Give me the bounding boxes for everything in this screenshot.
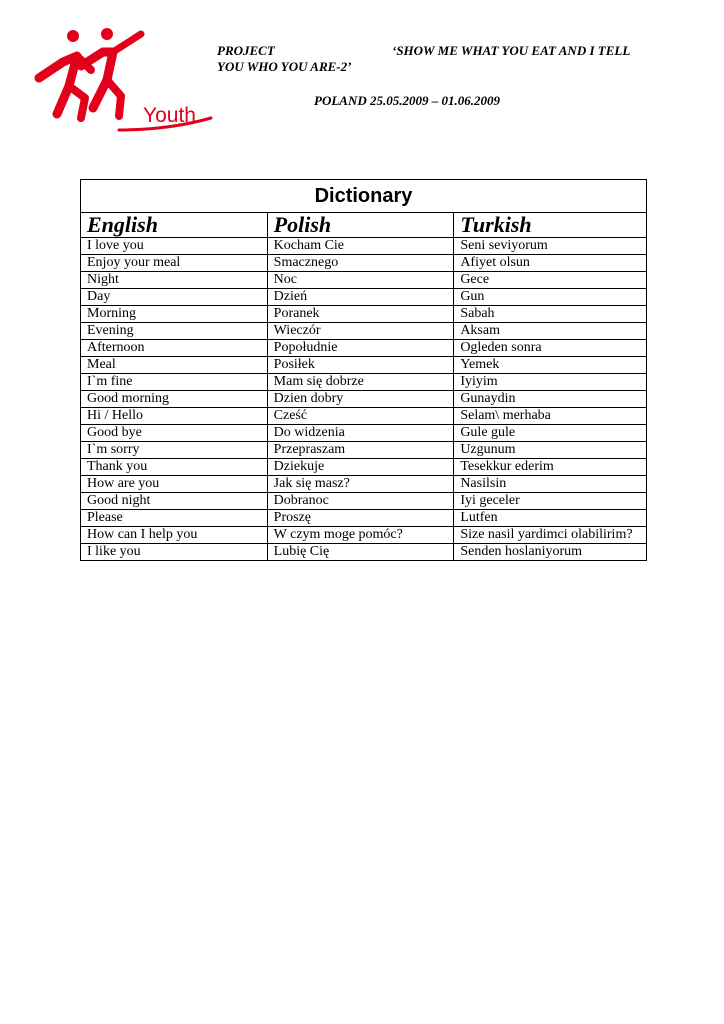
- table-row: [81, 459, 647, 476]
- polish-cell: Dziekuje: [267, 459, 454, 476]
- polish-cell: Popołudnie: [267, 340, 454, 357]
- english-cell: I like you: [81, 544, 268, 561]
- english-cell: Good bye: [81, 425, 268, 442]
- english-cell: Thank you: [81, 459, 268, 476]
- english-cell: Day: [81, 289, 268, 306]
- turkish-cell: Gule gule: [454, 425, 647, 442]
- polish-cell: Przepraszam: [267, 442, 454, 459]
- english-cell: How are you: [81, 476, 268, 493]
- table-row: [81, 442, 647, 459]
- project-label: PROJECT: [217, 43, 275, 58]
- table-row: [81, 476, 647, 493]
- table-row: [81, 238, 647, 255]
- turkish-cell: Sabah: [454, 306, 647, 323]
- table-row: [81, 527, 647, 544]
- table-row: [81, 323, 647, 340]
- english-cell: Good morning: [81, 391, 268, 408]
- table-title-row: [81, 180, 647, 213]
- project-header-left: [217, 43, 351, 75]
- english-cell: Good night: [81, 493, 268, 510]
- table-row: [81, 340, 647, 357]
- polish-cell: Kocham Cie: [267, 238, 454, 255]
- english-cell: How can I help you: [81, 527, 268, 544]
- project-title: ‘SHOW ME WHAT YOU EAT AND I TELL: [392, 43, 631, 58]
- polish-cell: Dobranoc: [267, 493, 454, 510]
- turkish-cell: Iyi geceler: [454, 493, 647, 510]
- logo-text: Youth: [143, 104, 196, 127]
- turkish-cell: Uzgunum: [454, 442, 647, 459]
- table-row: [81, 408, 647, 425]
- turkish-cell: Nasilsin: [454, 476, 647, 493]
- table-row: [81, 510, 647, 527]
- polish-cell: Jak się masz?: [267, 476, 454, 493]
- turkish-cell: Size nasil yardimci olabilirim?: [454, 527, 647, 544]
- english-cell: Morning: [81, 306, 268, 323]
- polish-cell: Dzien dobry: [267, 391, 454, 408]
- english-cell: I`m sorry: [81, 442, 268, 459]
- table-row: [81, 255, 647, 272]
- turkish-cell: Lutfen: [454, 510, 647, 527]
- turkish-cell: Seni seviyorum: [454, 238, 647, 255]
- english-cell: Afternoon: [81, 340, 268, 357]
- english-cell: Evening: [81, 323, 268, 340]
- turkish-cell: Gun: [454, 289, 647, 306]
- polish-cell: Poranek: [267, 306, 454, 323]
- turkish-cell: Gece: [454, 272, 647, 289]
- turkish-cell: Yemek: [454, 357, 647, 374]
- polish-cell: Dzień: [267, 289, 454, 306]
- polish-cell: Smacznego: [267, 255, 454, 272]
- turkish-cell: Aksam: [454, 323, 647, 340]
- polish-cell: Do widzenia: [267, 425, 454, 442]
- english-cell: Please: [81, 510, 268, 527]
- turkish-cell: Iyiyim: [454, 374, 647, 391]
- polish-cell: Proszę: [267, 510, 454, 527]
- table-row: [81, 391, 647, 408]
- dictionary-table: [80, 179, 647, 561]
- column-header-english: English: [81, 213, 268, 238]
- table-header-row: [81, 213, 647, 238]
- english-cell: Enjoy your meal: [81, 255, 268, 272]
- youth-logo: [33, 26, 213, 138]
- turkish-cell: Afiyet olsun: [454, 255, 647, 272]
- table-row: [81, 289, 647, 306]
- table-row: [81, 425, 647, 442]
- polish-cell: Lubię Cię: [267, 544, 454, 561]
- turkish-cell: Gunaydin: [454, 391, 647, 408]
- column-header-polish: Polish: [267, 213, 454, 238]
- table-row: [81, 493, 647, 510]
- table-row: [81, 272, 647, 289]
- english-cell: I love you: [81, 238, 268, 255]
- polish-cell: Cześć: [267, 408, 454, 425]
- polish-cell: Wieczór: [267, 323, 454, 340]
- turkish-cell: Ogleden sonra: [454, 340, 647, 357]
- polish-cell: Posiłek: [267, 357, 454, 374]
- table-row: [81, 544, 647, 561]
- english-cell: I`m fine: [81, 374, 268, 391]
- table-row: [81, 374, 647, 391]
- project-dates: POLAND 25.05.2009 – 01.06.2009: [314, 93, 500, 108]
- turkish-cell: Senden hoslaniyorum: [454, 544, 647, 561]
- english-cell: Meal: [81, 357, 268, 374]
- table-body: [81, 238, 647, 561]
- table-row: [81, 357, 647, 374]
- project-title-line2: YOU WHO YOU ARE-2’: [217, 59, 352, 74]
- turkish-cell: Tesekkur ederim: [454, 459, 647, 476]
- column-header-turkish: Turkish: [454, 213, 647, 238]
- polish-cell: Mam się dobrze: [267, 374, 454, 391]
- table-title: Dictionary: [81, 180, 647, 213]
- table-row: [81, 306, 647, 323]
- polish-cell: Noc: [267, 272, 454, 289]
- english-cell: Hi / Hello: [81, 408, 268, 425]
- polish-cell: W czym moge pomóc?: [267, 527, 454, 544]
- english-cell: Night: [81, 272, 268, 289]
- turkish-cell: Selam\ merhaba: [454, 408, 647, 425]
